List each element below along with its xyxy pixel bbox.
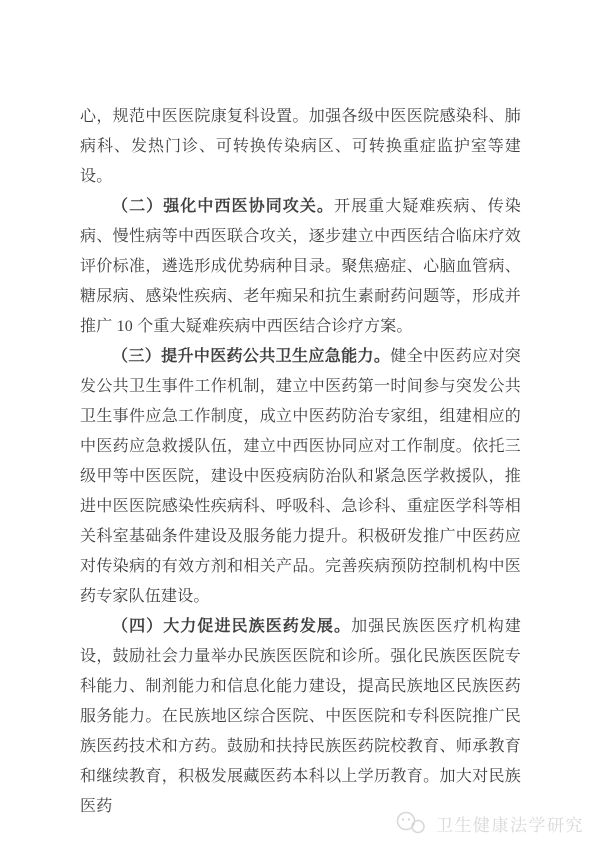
paragraph-4-heading: （四）大力促进民族医药发展。: [112, 618, 352, 635]
paragraph-2-text: 开展重大疑难疾病、传染病、慢性病等中西医联合攻关，逐步建立中西医结合临床疗效评价标准，遴选形成优势病种目录。聚焦癌症、心脑血管病、糖尿病、感染性疾病、老年痴呆和抗生素耐药问题等，形成并推广 10 个重大疑难疾病中西医结合诊疗方案。: [80, 198, 521, 335]
paragraph-1-text: 心，规范中医医院康复科设置。加强各级中医医院感染科、肺病科、发热门诊、可转换传染病区、可转换重症监护室等建设。: [80, 108, 521, 185]
paragraph-4: [80, 612, 521, 822]
document-body: [80, 102, 521, 822]
paragraph-3: [80, 342, 521, 612]
paragraph-2-heading: （二）强化中西医协同攻关。: [112, 198, 335, 215]
chat-bubbles-logo-icon: [394, 810, 428, 836]
paragraph-3-heading: （三）提升中医药公共卫生应急能力。: [112, 348, 391, 365]
paragraph-2: [80, 192, 521, 342]
paragraph-4-text: 加强民族医医疗机构建设，鼓励社会力量举办民族医医院和诊所。强化民族医医院专科能力、制剂能力和信息化能力建设，提高民族地区民族医药服务能力。在民族地区综合医院、中医医院和专科医院推广民族医药技术和方药。鼓励和扶持民族医药院校教育、师承教育和继续教育，积极发展藏医药本科以上学历教育。加大对民族医药: [80, 618, 521, 815]
watermark-label: 卫生健康法学研究: [436, 815, 584, 835]
paragraph-1: [80, 102, 521, 192]
paragraph-3-text: 健全中医药应对突发公共卫生事件工作机制，建立中医药第一时间参与突发公共卫生事件应急工作制度，成立中医药防治专家组，组建相应的中医药应急救援队伍，建立中西医协同应对工作制度。依托三级甲等中医医院，建设中医疫病防治队和紧急医学救援队，推进中医医院感染性疾病科、呼吸科、急诊科、重症医学科等相关科室基础条件建设及服务能力提升。积极研发推广中医药应对传染病的有效方剂和相关产品。完善疾病预防控制机构中医药专家队伍建设。: [80, 348, 521, 605]
watermark: [394, 810, 584, 836]
